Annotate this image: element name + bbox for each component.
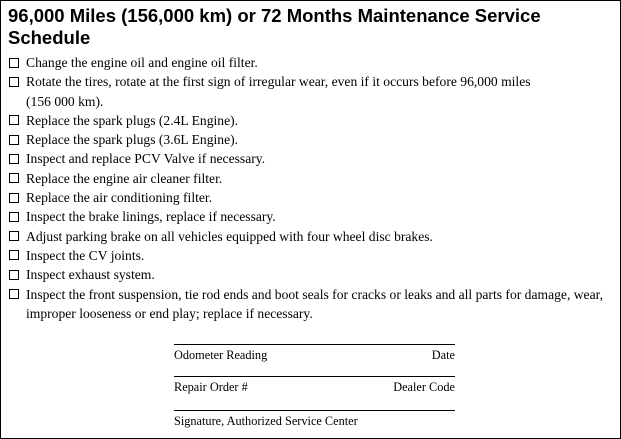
checkbox-icon[interactable] [9, 135, 19, 145]
checklist-item-text: Inspect exhaust system. [26, 267, 155, 283]
checklist-item [9, 188, 613, 207]
checklist-item [9, 53, 613, 72]
checkbox-icon[interactable] [9, 77, 19, 87]
checklist-item-text: Adjust parking brake on all vehicles equipped with four wheel disc brakes. [26, 228, 433, 244]
checkbox-icon[interactable] [9, 250, 19, 260]
signature-line [174, 410, 455, 411]
checklist-item [9, 246, 613, 265]
task-checklist [9, 53, 613, 323]
repair-order-label: Repair Order # [174, 380, 248, 394]
checklist-item-text: Change the engine oil and engine oil filter. [26, 55, 258, 70]
checklist-item-text: Rotate the tires, rotate at the first sign of irregular wear, even if it occurs before 96,000 miles (156 000 km). [26, 74, 531, 109]
checkbox-icon[interactable] [9, 270, 19, 280]
odometer-reading-label: Odometer Reading [174, 348, 268, 362]
checklist-item-text: Inspect and replace PCV Valve if necessary. [26, 151, 266, 167]
checklist-item [9, 149, 613, 168]
checkbox-icon[interactable] [9, 154, 19, 164]
checkbox-icon[interactable] [9, 173, 19, 183]
dealer-code-label: Dealer Code [393, 380, 455, 394]
signature-line [174, 376, 455, 377]
date-label: Date [431, 348, 455, 362]
checklist-item [9, 227, 613, 246]
signature-field[interactable] [174, 410, 455, 426]
checklist-item [9, 285, 613, 324]
checkbox-icon[interactable] [9, 231, 19, 241]
checklist-item-text: Replace the engine air cleaner filter. [26, 170, 223, 186]
checklist-item-text: Inspect the front suspension, tie rod ends and boot seals for cracks or leaks and all parts for damage, wear, improper looseness or end play; replace if necessary. [26, 286, 604, 321]
checklist-item [9, 130, 613, 149]
checklist-item-text: Inspect the brake linings, replace if necessary. [26, 209, 276, 225]
checkbox-icon[interactable] [9, 115, 19, 125]
checklist-item [9, 207, 613, 226]
checklist-item [9, 72, 613, 111]
schedule-title: 96,000 Miles (156,000 km) or 72 Months Maintenance Service Schedule [8, 5, 541, 48]
checkbox-icon[interactable] [9, 193, 19, 203]
checklist-item-text: Inspect the CV joints. [26, 247, 145, 263]
checklist-item [9, 169, 613, 188]
checklist-item-text: Replace the spark plugs (2.4L Engine). [26, 112, 239, 128]
checklist-item [9, 265, 613, 284]
odometer-date-field[interactable] [174, 344, 455, 360]
checklist-item-text: Replace the air conditioning filter. [26, 190, 213, 206]
signature-line [174, 344, 455, 345]
checkbox-icon[interactable] [9, 58, 19, 68]
checklist-item-text: Replace the spark plugs (3.6L Engine). [26, 132, 239, 148]
repair-order-dealer-field[interactable] [174, 376, 455, 392]
checkbox-icon[interactable] [9, 212, 19, 222]
checklist-item [9, 111, 613, 130]
signature-label: Signature, Authorized Service Center [174, 414, 358, 428]
checkbox-icon[interactable] [9, 289, 19, 299]
